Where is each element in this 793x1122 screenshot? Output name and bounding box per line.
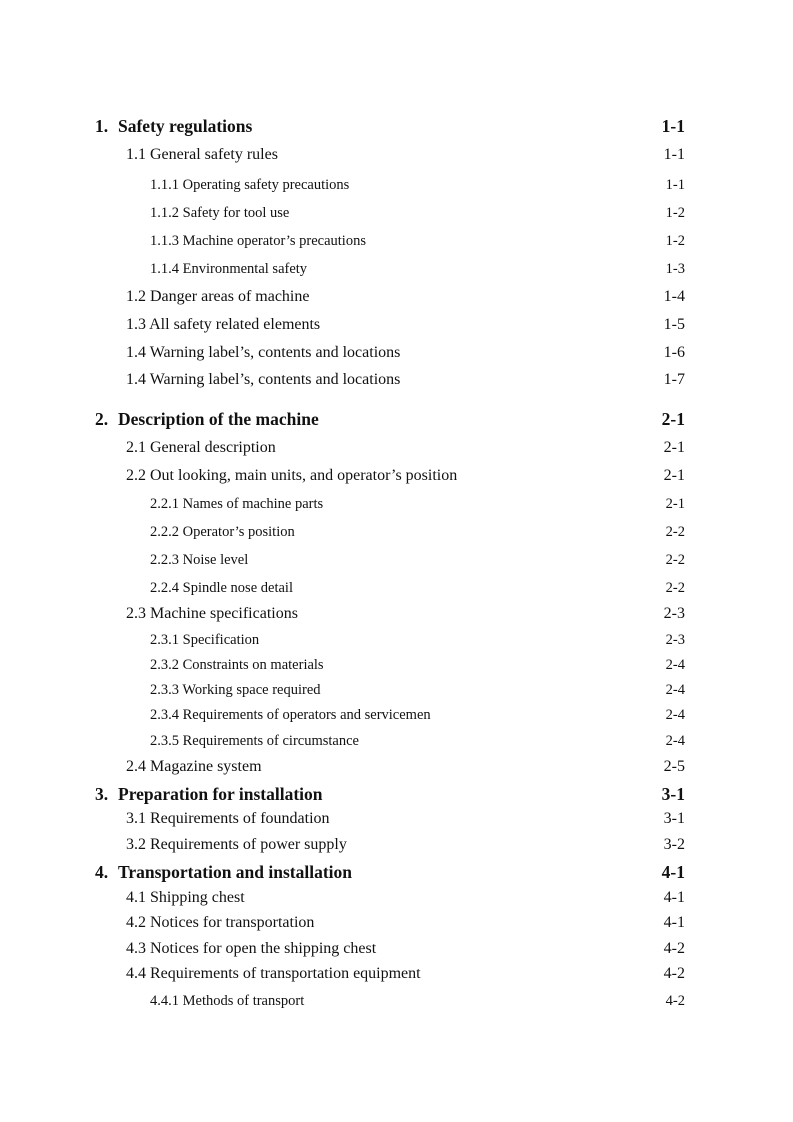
toc-entry-section[interactable] xyxy=(126,914,685,932)
toc-entry-title: 1.4 Warning label’s, contents and locations xyxy=(126,344,401,361)
toc-entry-title: 2.2 Out looking, main units, and operator’s position xyxy=(126,467,458,484)
toc-page-number: 1-7 xyxy=(663,371,685,388)
toc-entry-subsection[interactable] xyxy=(150,580,685,597)
toc-entry-title xyxy=(95,409,319,430)
toc-page-number: 2-1 xyxy=(663,439,685,456)
toc-entry-subsection[interactable] xyxy=(150,657,685,674)
toc-entry-subsection[interactable] xyxy=(150,496,685,513)
toc-entry-subsection[interactable] xyxy=(150,682,685,699)
toc-page-number: 2-1 xyxy=(665,496,685,512)
toc-page-number: 2-5 xyxy=(663,758,685,775)
toc-entry-subsection[interactable] xyxy=(150,261,685,278)
toc-page-number: 4-1 xyxy=(661,862,685,882)
toc-page-number: 1-5 xyxy=(663,316,685,333)
toc-page-number: 2-4 xyxy=(665,682,685,698)
toc-entry-title xyxy=(95,784,323,805)
toc-entry-title: 4.4 Requirements of transportation equipment xyxy=(126,965,421,982)
toc-entry-title: 4.2 Notices for transportation xyxy=(126,914,315,931)
toc-page-number: 2-2 xyxy=(665,524,685,540)
toc-entry-subsection[interactable] xyxy=(150,632,685,649)
toc-page-number: 1-1 xyxy=(661,116,685,136)
toc-chapter-number: 3. xyxy=(95,784,109,804)
toc-entry-title: 4.3 Notices for open the shipping chest xyxy=(126,940,377,957)
toc-entry-chapter-3[interactable] xyxy=(95,784,685,805)
toc-entry-title: 3.1 Requirements of foundation xyxy=(126,810,330,827)
toc-entry-section[interactable] xyxy=(126,810,685,828)
toc-entry-title: 1.3 All safety related elements xyxy=(126,316,321,333)
toc-page-number: 4-1 xyxy=(663,889,685,906)
toc-entry-subsection[interactable] xyxy=(150,524,685,541)
toc-page-number: 1-3 xyxy=(665,261,685,277)
toc-page-number: 1-2 xyxy=(665,233,685,249)
toc-page-number: 2-2 xyxy=(665,580,685,596)
toc-entry-chapter-1[interactable] xyxy=(95,116,685,137)
toc-page-number: 2-4 xyxy=(665,657,685,673)
toc-entry-text: Safety regulations xyxy=(118,116,253,136)
toc-page-number: 4-2 xyxy=(665,993,685,1009)
toc-page-number: 1-1 xyxy=(663,146,685,163)
toc-entry-section[interactable] xyxy=(126,758,685,776)
toc-entry-section[interactable] xyxy=(126,965,685,983)
toc-page-number: 2-4 xyxy=(665,733,685,749)
toc-page-number: 3-1 xyxy=(663,810,685,827)
toc-entry-subsection[interactable] xyxy=(150,177,685,194)
toc-entry-text: Transportation and installation xyxy=(118,862,353,882)
toc-entry-title: 2.2.3 Noise level xyxy=(150,552,249,568)
toc-entry-subsection[interactable] xyxy=(150,552,685,569)
toc-entry-section[interactable] xyxy=(126,940,685,958)
toc-page-number: 1-1 xyxy=(665,177,685,193)
toc-page-number: 2-4 xyxy=(665,707,685,723)
toc-entry-title: 2.3.5 Requirements of circumstance xyxy=(150,733,359,749)
toc-entry-title xyxy=(95,116,252,137)
toc-page-number: 3-2 xyxy=(663,836,685,853)
toc-page-number: 1-6 xyxy=(663,344,685,361)
toc-entry-section[interactable] xyxy=(126,605,685,623)
toc-entry-title: 2.3.1 Specification xyxy=(150,632,260,648)
toc-page-number: 2-1 xyxy=(661,409,685,429)
toc-entry-section[interactable] xyxy=(126,889,685,907)
toc-chapter-number: 1. xyxy=(95,116,109,136)
toc-entry-title: 2.2.4 Spindle nose detail xyxy=(150,580,293,596)
toc-page-number: 2-3 xyxy=(663,605,685,622)
toc-entry-title: 2.3.3 Working space required xyxy=(150,682,321,698)
toc-page-number: 1-4 xyxy=(663,288,685,305)
toc-page-number: 3-1 xyxy=(661,784,685,804)
toc-entry-subsection[interactable] xyxy=(150,993,685,1010)
toc-entry-chapter-4[interactable] xyxy=(95,862,685,883)
toc-entry-text: Preparation for installation xyxy=(118,784,323,804)
toc-entry-subsection[interactable] xyxy=(150,233,685,250)
toc-entry-title: 2.3 Machine specifications xyxy=(126,605,298,622)
toc-page-number: 4-1 xyxy=(663,914,685,931)
toc-entry-title: 4.1 Shipping chest xyxy=(126,889,245,906)
toc-entry-title: 2.4 Magazine system xyxy=(126,758,262,775)
toc-entry-section[interactable] xyxy=(126,316,685,334)
toc-entry-title: 2.3.2 Constraints on materials xyxy=(150,657,324,673)
toc-entry-title: 1.4 Warning label’s, contents and locations xyxy=(126,371,401,388)
toc-entry-subsection[interactable] xyxy=(150,707,685,724)
toc-page-number: 2-1 xyxy=(663,467,685,484)
toc-entry-section[interactable] xyxy=(126,371,685,389)
toc-entry-title: 2.1 General description xyxy=(126,439,276,456)
toc-entry-title: 2.2.1 Names of machine parts xyxy=(150,496,324,512)
toc-entry-text: Description of the machine xyxy=(118,409,319,429)
toc-entry-title: 1.1.2 Safety for tool use xyxy=(150,205,290,221)
toc-chapter-number: 2. xyxy=(95,409,109,429)
toc-entry-section[interactable] xyxy=(126,146,685,164)
toc-entry-title xyxy=(95,862,352,883)
toc-page-number: 2-3 xyxy=(665,632,685,648)
toc-entry-title: 1.1.3 Machine operator’s precautions xyxy=(150,233,366,249)
toc-page-number: 1-2 xyxy=(665,205,685,221)
toc-page-number: 4-2 xyxy=(663,940,685,957)
toc-entry-title: 1.1 General safety rules xyxy=(126,146,278,163)
toc-entry-subsection[interactable] xyxy=(150,733,685,750)
toc-entry-title: 4.4.1 Methods of transport xyxy=(150,993,305,1009)
toc-chapter-number: 4. xyxy=(95,862,109,882)
toc-entry-title: 1.2 Danger areas of machine xyxy=(126,288,310,305)
toc-entry-title: 2.3.4 Requirements of operators and servicemen xyxy=(150,707,431,723)
toc-entry-section[interactable] xyxy=(126,344,685,362)
toc-entry-title: 2.2.2 Operator’s position xyxy=(150,524,295,540)
toc-entry-chapter-2[interactable] xyxy=(95,409,685,430)
toc-page-number: 4-2 xyxy=(663,965,685,982)
toc-entry-title: 3.2 Requirements of power supply xyxy=(126,836,347,853)
toc-entry-title: 1.1.4 Environmental safety xyxy=(150,261,308,277)
toc-entry-subsection[interactable] xyxy=(150,205,685,222)
toc-page-number: 2-2 xyxy=(665,552,685,568)
toc-entry-section[interactable] xyxy=(126,439,685,457)
toc-entry-section[interactable] xyxy=(126,288,685,306)
toc-entry-section[interactable] xyxy=(126,467,685,485)
toc-entry-section[interactable] xyxy=(126,836,685,854)
toc-entry-title: 1.1.1 Operating safety precautions xyxy=(150,177,350,193)
